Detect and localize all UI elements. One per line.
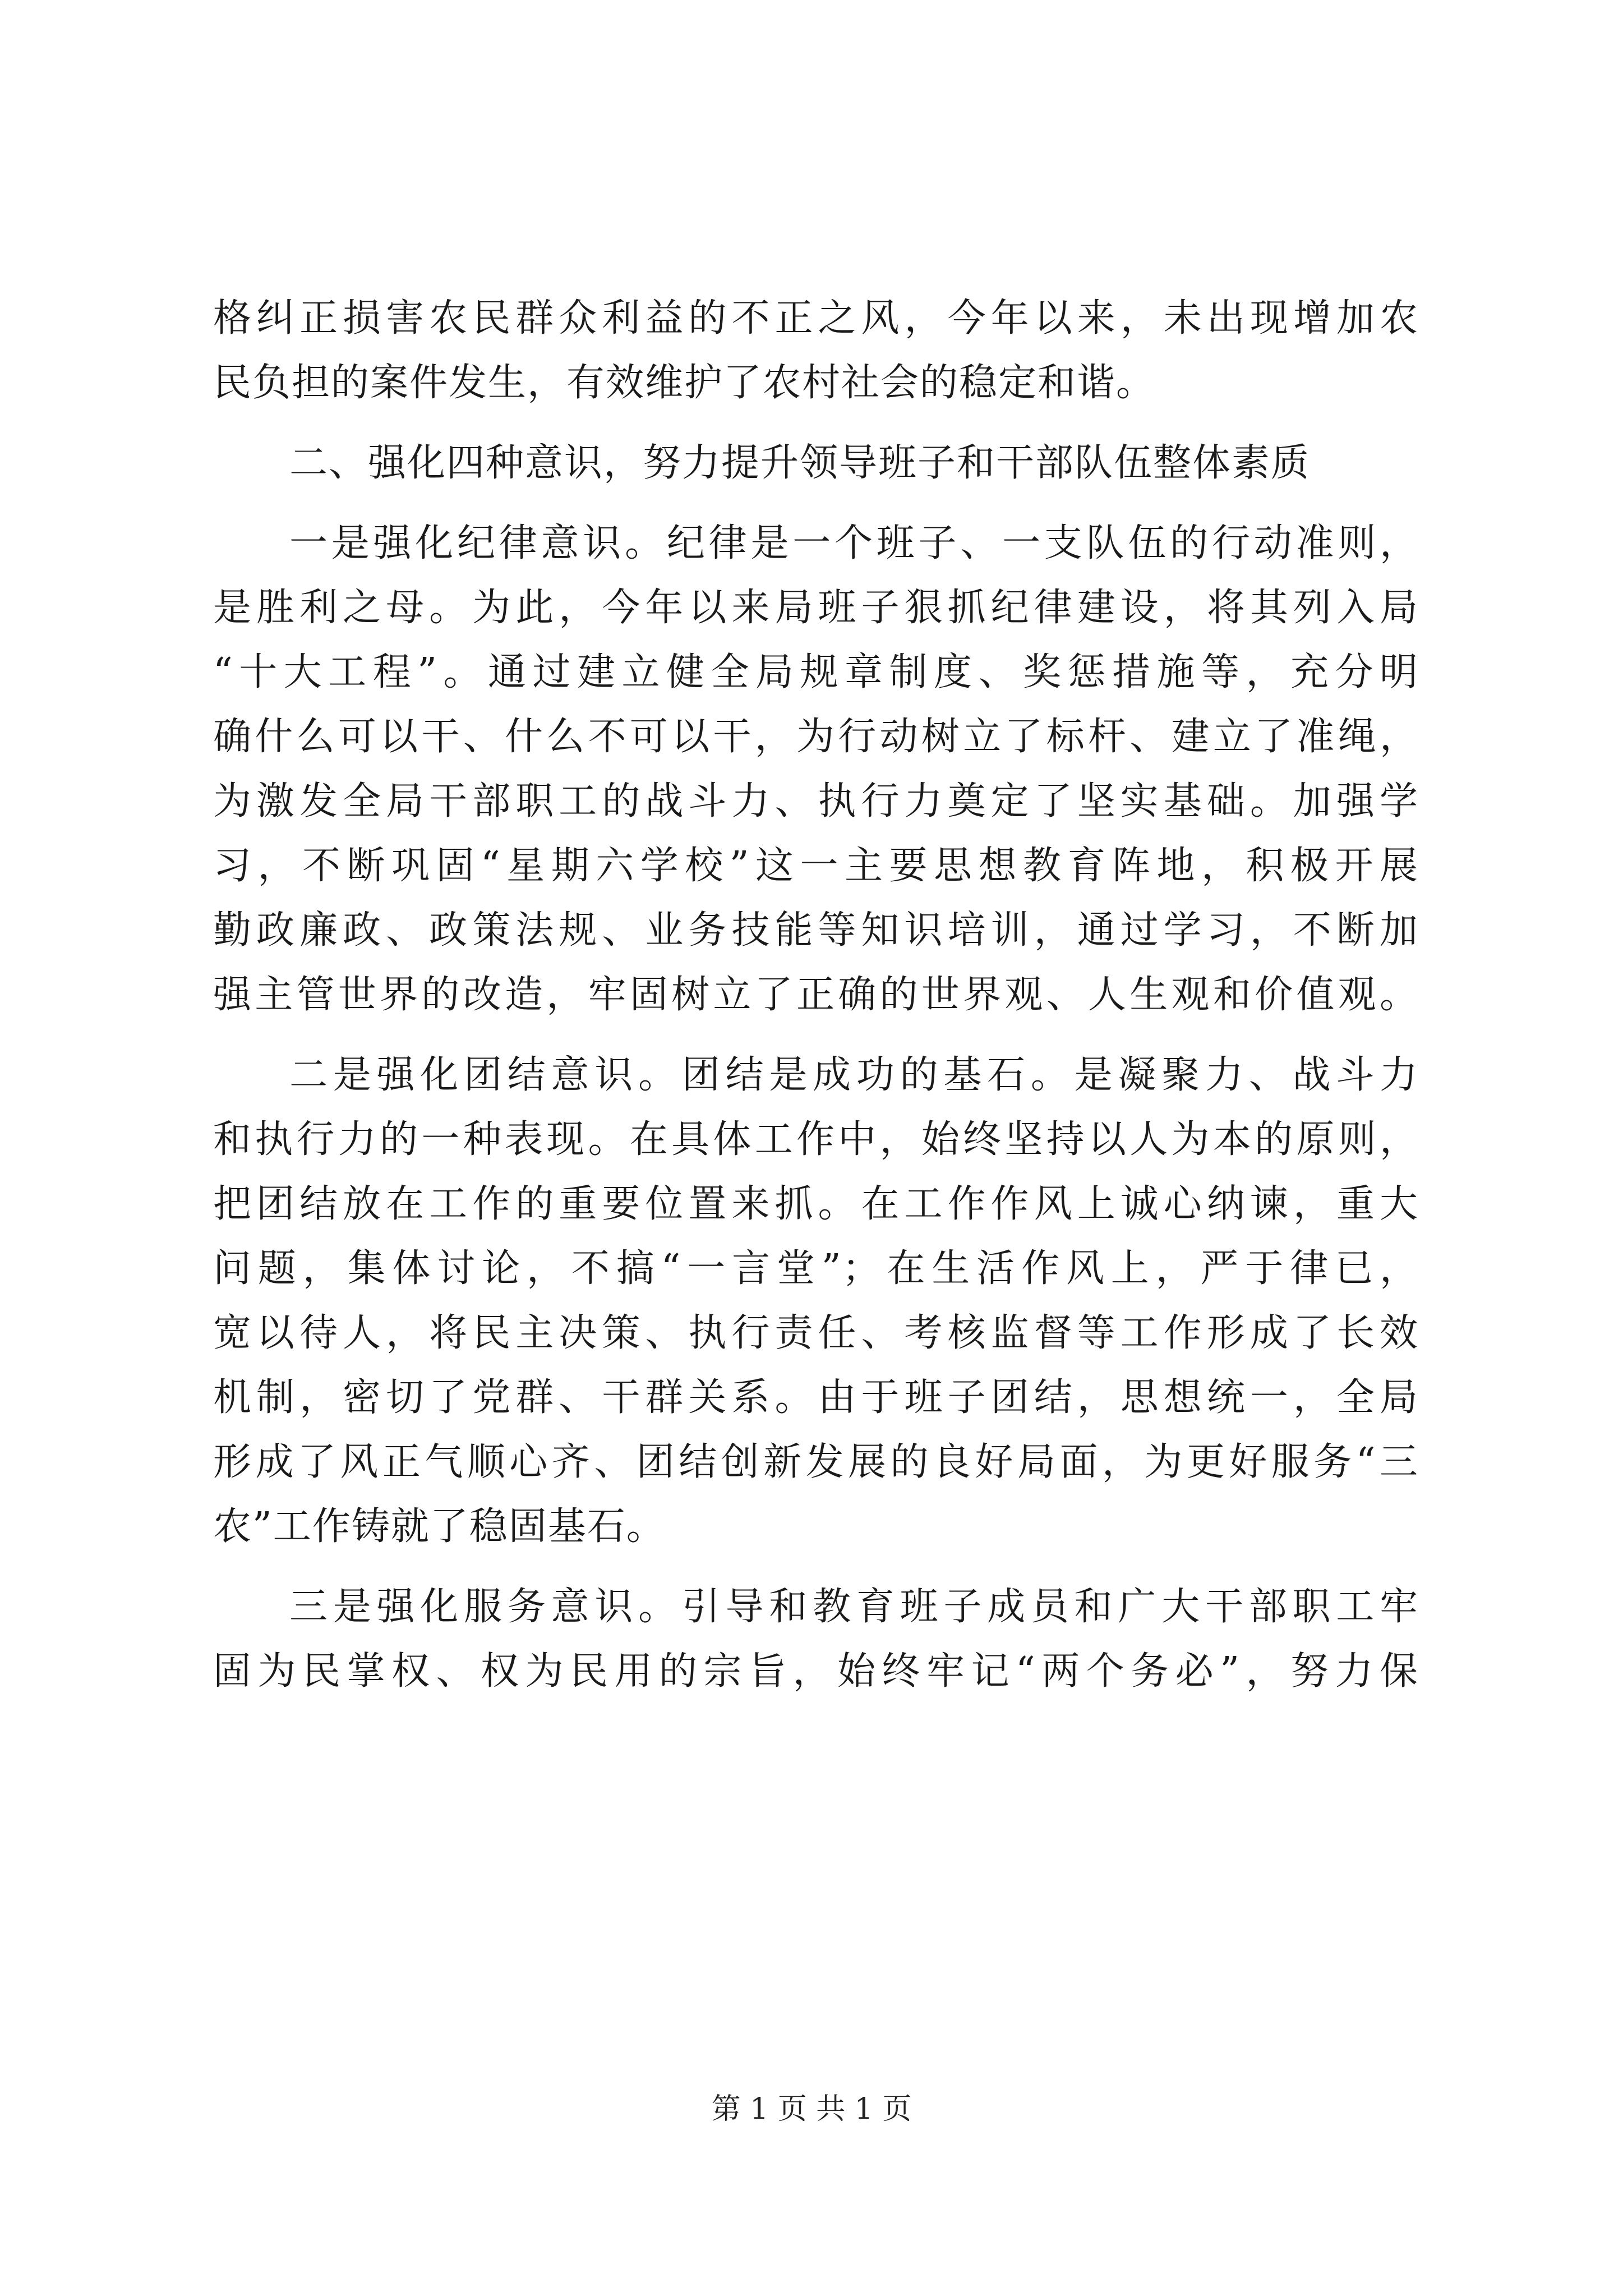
paragraph-first-line: 一是强化纪律意识。纪律是一个班子、一支队伍的行动准则， xyxy=(289,521,1419,565)
document-body xyxy=(213,286,1419,1704)
text-line: 固为民掌权、权为民用的宗旨，始终牢记“两个务必”，努力保 xyxy=(213,1649,1419,1694)
text-line: 习，不断巩固“星期六学校”这一主要思想教育阵地，积极开展 xyxy=(213,844,1419,888)
paragraph-first-line: 二是强化团结意识。团结是成功的基石。是凝聚力、战斗力 xyxy=(289,1053,1419,1097)
text-line: 勤政廉政、政策法规、业务技能等知识培训，通过学习，不断加 xyxy=(213,908,1419,953)
text-line: 和执行力的一种表现。在具体工作中，始终坚持以人为本的原则， xyxy=(213,1117,1419,1162)
text-line: “十大工程”。通过建立健全局规章制度、奖惩措施等，充分明 xyxy=(213,650,1419,694)
page-footer: 第 1 页 共 1 页 xyxy=(711,2092,912,2126)
text-line: 民负担的案件发生，有效维护了农村社会的稳定和谐。 xyxy=(213,361,1156,405)
text-line: 是胜利之母。为此，今年以来局班子狠抓纪律建设，将其列入局 xyxy=(213,586,1419,630)
text-line: 机制，密切了党群、干群关系。由于班子团结，思想统一，全局 xyxy=(213,1375,1419,1420)
text-line: 把团结放在工作的重要位置来抓。在工作作风上诚心纳谏，重大 xyxy=(213,1182,1419,1226)
text-line: 格纠正损害农民群众利益的不正之风，今年以来，未出现增加农 xyxy=(213,296,1419,341)
text-line: 确什么可以干、什么不可以干，为行动树立了标杆、建立了准绳， xyxy=(213,715,1419,759)
text-line: 为激发全局干部职工的战斗力、执行力奠定了坚实基础。加强学 xyxy=(213,779,1419,823)
text-line: 问题，集体讨论，不搞“一言堂”；在生活作风上，严于律已， xyxy=(213,1246,1419,1291)
section-heading: 二、强化四种意识，努力提升领导班子和干部队伍整体素质 xyxy=(289,441,1311,485)
text-line: 强主管世界的改造，牢固树立了正确的世界观、人生观和价值观。 xyxy=(213,973,1419,1017)
text-line: 宽以待人，将民主决策、执行责任、考核监督等工作形成了长效 xyxy=(213,1311,1419,1355)
text-line: 形成了风正气顺心齐、团结创新发展的良好局面，为更好服务“三 xyxy=(213,1440,1419,1484)
text-line: 农”工作铸就了稳固基石。 xyxy=(213,1504,666,1549)
paragraph-first-line: 三是强化服务意识。引导和教育班子成员和广大干部职工牢 xyxy=(289,1585,1419,1629)
